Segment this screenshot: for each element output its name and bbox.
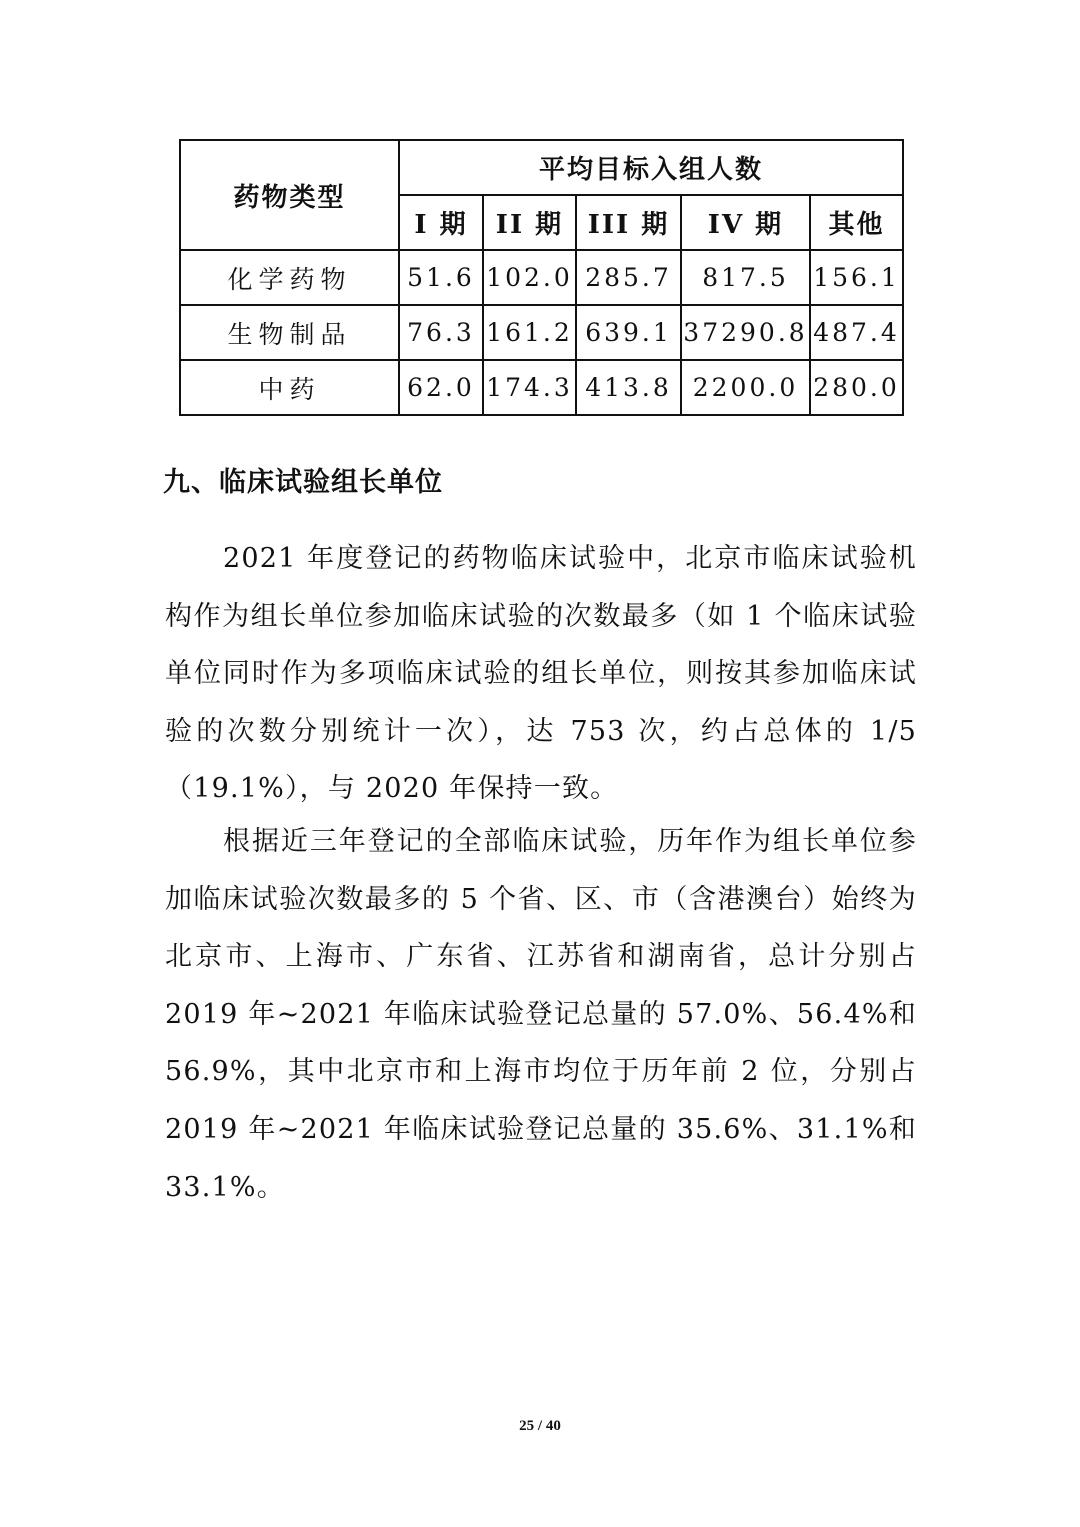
section-heading: 九、临床试验组长单位 [163,467,443,498]
table-cell: 76.3 [399,305,483,360]
page-number: 25 / 40 [519,1418,561,1434]
table-cell: 817.5 [681,250,810,305]
table-cell: 413.8 [576,360,681,415]
table-cell: 639.1 [576,305,681,360]
row-label: 化学药物 [180,250,399,305]
table-row [180,305,903,360]
header-drug-type: 药物类型 [180,140,399,250]
header-phase-3: III 期 [576,195,681,250]
table-cell: 156.1 [810,250,903,305]
table-cell: 280.0 [810,360,903,415]
table-header-row-1 [180,140,903,195]
body-paragraph: 2021 年度登记的药物临床试验中，北京市临床试验机构作为组长单位参加临床试验的次数最多（如 1 个临床试验单位同时作为多项临床试验的组长单位，则按其参加临床试验的次数分别统计一次），达 753 次，约占总体的 1/5（19.1%），与 2020 年保持一致。 [165,543,917,805]
table-cell: 51.6 [399,250,483,305]
table-cell: 62.0 [399,360,483,415]
header-other: 其他 [810,195,903,250]
row-label: 生物制品 [180,305,399,360]
header-phase-1: I 期 [399,195,483,250]
enrollment-table [179,139,904,416]
table-cell: 161.2 [483,305,576,360]
row-label: 中药 [180,360,399,415]
header-phase-2: II 期 [483,195,576,250]
table-row [180,250,903,305]
body-paragraph: 根据近三年登记的全部临床试验，历年作为组长单位参加临床试验次数最多的 5 个省、区、市（含港澳台）始终为北京市、上海市、广东省、江苏省和湖南省，总计分别占 2019 年~2021 年临床试验登记总量的 57.0%、56.4%和 56.9%，其中北京市和上海市均位于历年前 2 位，分别占 2019 年~2021 年临床试验登记总量的 35.6%、31.1%和 33.1%。 [165,826,917,1203]
table-cell: 285.7 [576,250,681,305]
header-avg-enrollment: 平均目标入组人数 [399,140,903,195]
table-row [180,360,903,415]
table-cell: 487.4 [810,305,903,360]
table-cell: 37290.8 [681,305,810,360]
table-cell: 102.0 [483,250,576,305]
table-cell: 174.3 [483,360,576,415]
header-phase-4: IV 期 [681,195,810,250]
table-cell: 2200.0 [681,360,810,415]
